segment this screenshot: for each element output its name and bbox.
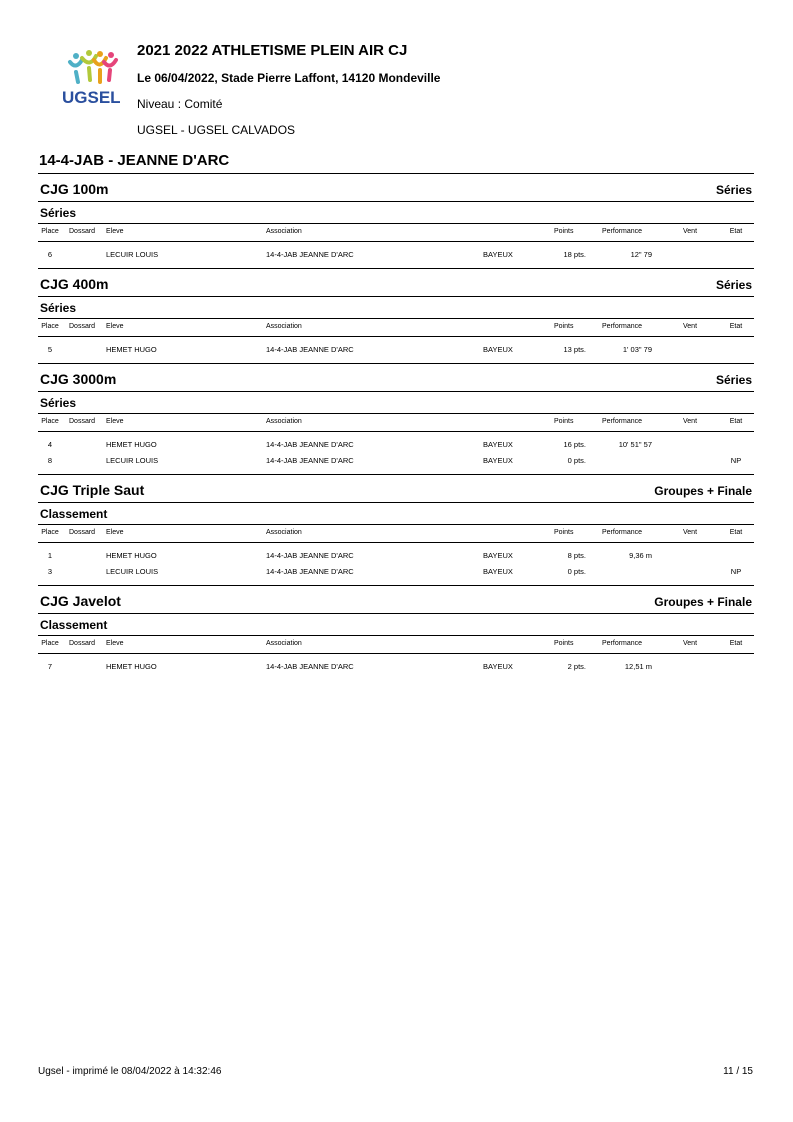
table-header <box>38 413 754 432</box>
column-header-performance: Performance <box>602 640 643 647</box>
cell-etat: NP <box>730 567 742 576</box>
cell-ville: BAYEUX <box>483 440 513 449</box>
ugsel-logo <box>60 50 130 110</box>
column-header-place: Place <box>41 640 59 647</box>
event-section <box>38 268 754 363</box>
cell-place: 3 <box>47 567 53 576</box>
cell-eleve: HEMET HUGO <box>106 345 157 354</box>
column-header-eleve: Eleve <box>106 418 124 425</box>
cell-points: 16 pts. <box>563 440 586 449</box>
page-number: 11 / 15 <box>723 1066 753 1077</box>
event-name: CJG 400m <box>40 276 109 292</box>
cell-performance: 12,51 m <box>624 662 652 671</box>
column-header-etat: Etat <box>729 228 743 235</box>
round-title: Séries <box>38 391 754 413</box>
table-row <box>38 340 754 356</box>
cell-performance: 9,36 m <box>629 551 652 560</box>
event-header <box>38 585 754 609</box>
cell-performance: 1' 03" 79 <box>622 345 652 354</box>
column-header-etat: Etat <box>729 418 743 425</box>
event-section <box>38 474 754 585</box>
cell-eleve: LECUIR LOUIS <box>106 456 159 465</box>
table-row <box>38 546 754 562</box>
column-header-etat: Etat <box>729 529 743 536</box>
cell-points: 8 pts. <box>567 551 586 560</box>
cell-performance: 10' 51" 57 <box>618 440 652 449</box>
cell-ville: BAYEUX <box>483 345 513 354</box>
cell-ville: BAYEUX <box>483 662 513 671</box>
table-row <box>38 562 754 578</box>
cell-association: 14-4-JAB JEANNE D'ARC <box>266 567 354 576</box>
column-header-place: Place <box>41 323 59 330</box>
table-body <box>38 654 754 680</box>
column-header-eleve: Eleve <box>106 640 124 647</box>
document-header <box>137 42 440 139</box>
cell-points: 18 pts. <box>563 250 586 259</box>
cell-ville: BAYEUX <box>483 551 513 560</box>
event-section <box>38 173 754 268</box>
round-title: Séries <box>38 201 754 223</box>
column-header-vent: Vent <box>683 323 698 330</box>
event-name: CJG Javelot <box>40 593 121 609</box>
cell-ville: BAYEUX <box>483 250 513 259</box>
event-header <box>38 268 754 292</box>
cell-place: 1 <box>47 551 53 560</box>
round-title: Classement <box>38 502 754 524</box>
column-header-dossard: Dossard <box>69 529 96 536</box>
column-header-performance: Performance <box>602 529 643 536</box>
event-type: Groupes + Finale <box>654 484 752 498</box>
cell-eleve: LECUIR LOUIS <box>106 567 159 576</box>
column-header-etat: Etat <box>729 323 743 330</box>
round-title: Séries <box>38 296 754 318</box>
column-header-points: Points <box>554 640 574 647</box>
column-header-vent: Vent <box>683 418 698 425</box>
column-header-dossard: Dossard <box>69 323 96 330</box>
column-header-eleve: Eleve <box>106 323 124 330</box>
cell-place: 5 <box>47 345 53 354</box>
cell-association: 14-4-JAB JEANNE D'ARC <box>266 551 354 560</box>
table-header <box>38 635 754 654</box>
column-header-eleve: Eleve <box>106 228 124 235</box>
cell-place: 8 <box>47 456 53 465</box>
table-row <box>38 435 754 451</box>
column-header-place: Place <box>41 418 59 425</box>
event-type: Séries <box>715 183 752 197</box>
cell-association: 14-4-JAB JEANNE D'ARC <box>266 345 354 354</box>
competition-level: Niveau : Comité <box>137 97 223 111</box>
column-header-points: Points <box>554 228 574 235</box>
cell-ville: BAYEUX <box>483 567 513 576</box>
cell-eleve: HEMET HUGO <box>106 551 157 560</box>
cell-etat: NP <box>730 456 742 465</box>
round-title: Classement <box>38 613 754 635</box>
event-name: CJG Triple Saut <box>40 482 145 498</box>
table-body <box>38 337 754 363</box>
cell-eleve: HEMET HUGO <box>106 440 157 449</box>
table-header <box>38 524 754 543</box>
table-header <box>38 318 754 337</box>
column-header-eleve: Eleve <box>106 529 124 536</box>
column-header-performance: Performance <box>602 323 643 330</box>
column-header-dossard: Dossard <box>69 418 96 425</box>
cell-eleve: LECUIR LOUIS <box>106 250 159 259</box>
cell-association: 14-4-JAB JEANNE D'ARC <box>266 250 354 259</box>
column-header-points: Points <box>554 323 574 330</box>
column-header-vent: Vent <box>683 640 698 647</box>
table-row <box>38 451 754 467</box>
column-header-performance: Performance <box>602 228 643 235</box>
cell-points: 0 pts. <box>567 567 586 576</box>
cell-ville: BAYEUX <box>483 456 513 465</box>
cell-performance: 12" 79 <box>630 250 652 259</box>
ugsel-logo-figures <box>60 50 130 110</box>
event-name: CJG 3000m <box>40 371 117 387</box>
cell-place: 6 <box>47 250 53 259</box>
cell-association: 14-4-JAB JEANNE D'ARC <box>266 440 354 449</box>
event-section <box>38 363 754 474</box>
table-header <box>38 223 754 242</box>
logo-text: UGSEL <box>62 88 121 107</box>
competition-organization: UGSEL - UGSEL CALVADOS <box>137 123 296 137</box>
column-header-vent: Vent <box>683 529 698 536</box>
column-header-association: Association <box>266 228 302 235</box>
event-header <box>38 173 754 197</box>
cell-points: 0 pts. <box>567 456 586 465</box>
event-type: Séries <box>715 373 752 387</box>
column-header-points: Points <box>554 529 574 536</box>
column-header-dossard: Dossard <box>69 640 96 647</box>
table-row <box>38 657 754 673</box>
event-section <box>38 585 754 680</box>
cell-association: 14-4-JAB JEANNE D'ARC <box>266 662 354 671</box>
column-header-association: Association <box>266 323 302 330</box>
competition-date-venue: Le 06/04/2022, Stade Pierre Laffont, 14120 Mondeville <box>137 71 441 85</box>
cell-place: 4 <box>47 440 53 449</box>
cell-points: 2 pts. <box>567 662 586 671</box>
club-title: 14-4-JAB - JEANNE D'ARC <box>39 152 230 169</box>
table-body <box>38 242 754 268</box>
table-body <box>38 543 754 585</box>
cell-association: 14-4-JAB JEANNE D'ARC <box>266 456 354 465</box>
results-content <box>38 173 754 680</box>
column-header-points: Points <box>554 418 574 425</box>
cell-points: 13 pts. <box>563 345 586 354</box>
event-type: Séries <box>715 278 752 292</box>
competition-title: 2021 2022 ATHLETISME PLEIN AIR CJ <box>137 42 408 59</box>
event-header <box>38 474 754 498</box>
event-type: Groupes + Finale <box>654 595 752 609</box>
column-header-performance: Performance <box>602 418 643 425</box>
event-header <box>38 363 754 387</box>
print-timestamp: Ugsel - imprimé le 08/04/2022 à 14:32:46 <box>38 1066 222 1077</box>
column-header-place: Place <box>41 228 59 235</box>
column-header-etat: Etat <box>729 640 743 647</box>
cell-eleve: HEMET HUGO <box>106 662 157 671</box>
table-row <box>38 245 754 261</box>
column-header-association: Association <box>266 640 302 647</box>
column-header-dossard: Dossard <box>69 228 96 235</box>
column-header-association: Association <box>266 418 302 425</box>
cell-place: 7 <box>47 662 53 671</box>
column-header-place: Place <box>41 529 59 536</box>
column-header-association: Association <box>266 529 302 536</box>
event-name: CJG 100m <box>40 181 109 197</box>
column-header-vent: Vent <box>683 228 698 235</box>
table-body <box>38 432 754 474</box>
